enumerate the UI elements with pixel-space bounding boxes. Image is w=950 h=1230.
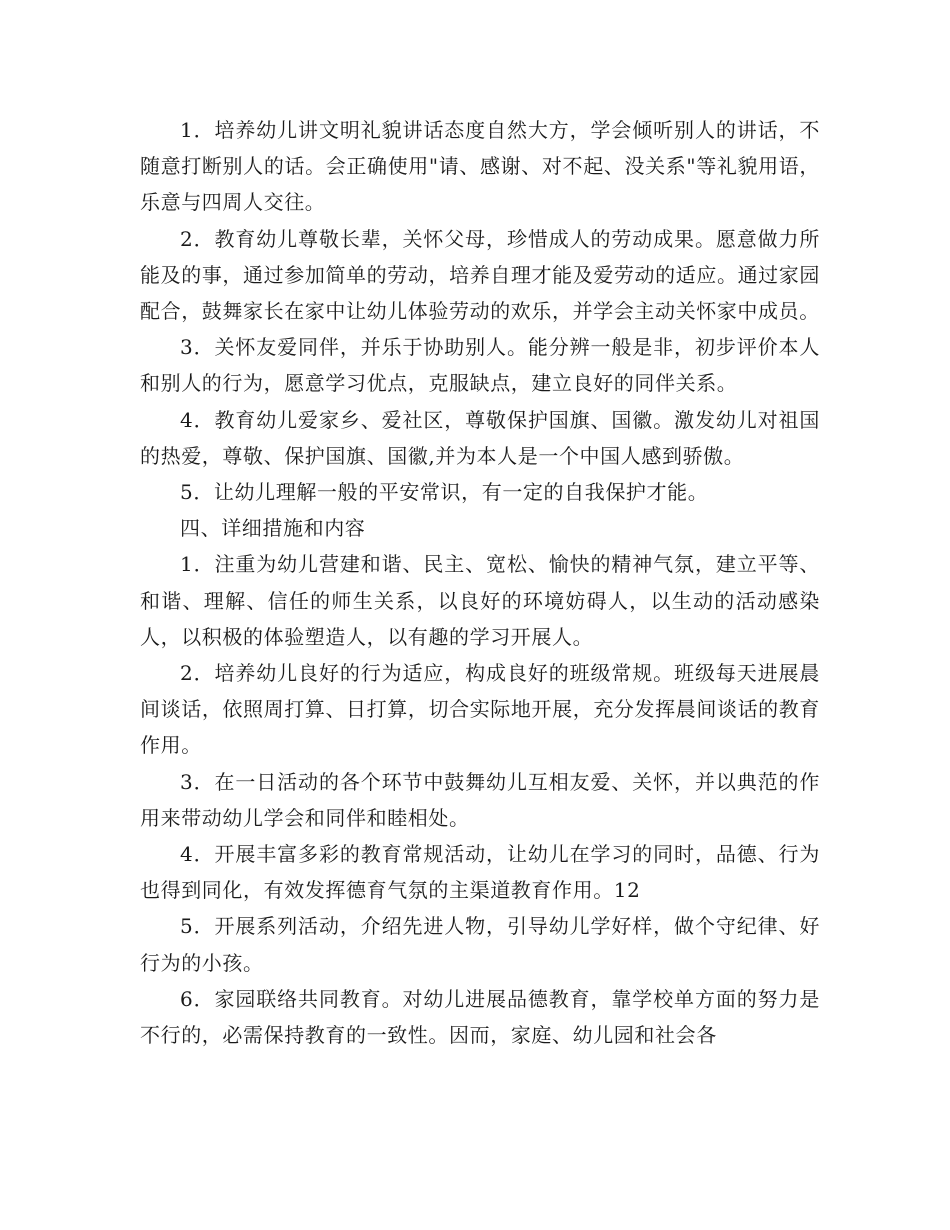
paragraph-goal-2: 2．教育幼儿尊敬长辈，关怀父母，珍惜成人的劳动成果。愿意做力所能及的事，通过参加简单的劳动，培养自理才能及爱劳动的适应。通过家园配合，鼓舞家长在家中让幼儿体验劳动的欢乐，并学会主动关怀家中成员。	[140, 226, 820, 324]
paragraph-measure-4: 4．开展丰富多彩的教育常规活动，让幼儿在学习的同时，品德、行为也得到同化，有效发挥德育气氛的主渠道教育作用。12	[140, 842, 820, 903]
document-body	[140, 112, 820, 1053]
paragraph-measure-3: 3．在一日活动的各个环节中鼓舞幼儿互相友爱、关怀，并以典范的作用来带动幼儿学会和同伴和睦相处。	[140, 769, 820, 830]
section-heading-measures: 四、详细措施和内容	[180, 516, 366, 541]
paragraph-measure-5: 5．开展系列活动，介绍先进人物，引导幼儿学好样，做个守纪律、好行为的小孩。	[140, 914, 820, 975]
paragraph-goal-4: 4．教育幼儿爱家乡、爱社区，尊敬保护国旗、国徽。激发幼儿对祖国的热爱，尊敬、保护国旗、国徽,并为本人是一个中国人感到骄傲。	[140, 407, 820, 468]
paragraph-measure-1: 1．注重为幼儿营建和谐、民主、宽松、愉快的精神气氛，建立平等、和谐、理解、信任的师生关系，以良好的环境妨碍人，以生动的活动感染人，以积极的体验塑造人，以有趣的学习开展人。	[140, 552, 820, 649]
paragraph-measure-2: 2．培养幼儿良好的行为适应，构成良好的班级常规。班级每天进展晨间谈话，依照周打算、日打算，切合实际地开展，充分发挥晨间谈话的教育作用。	[140, 661, 820, 758]
paragraph-measure-6: 6．家园联络共同教育。对幼儿进展品德教育，靠学校单方面的努力是不行的，必需保持教育的一致性。因而，家庭、幼儿园和社会各	[140, 986, 820, 1048]
paragraph-goal-5: 5．让幼儿理解一般的平安常识，有一定的自我保护才能。	[180, 480, 709, 505]
paragraph-goal-3: 3．关怀友爱同伴，并乐于协助别人。能分辨一般是非，初步评价本人和别人的行为，愿意学习优点，克服缺点，建立良好的同伴关系。	[140, 335, 820, 396]
paragraph-goal-1: 1．培养幼儿讲文明礼貌讲话态度自然大方，学会倾听别人的讲话，不随意打断别人的话。会正确使用"请、感谢、对不起、没关系"等礼貌用语，乐意与四周人交往。	[140, 118, 820, 215]
